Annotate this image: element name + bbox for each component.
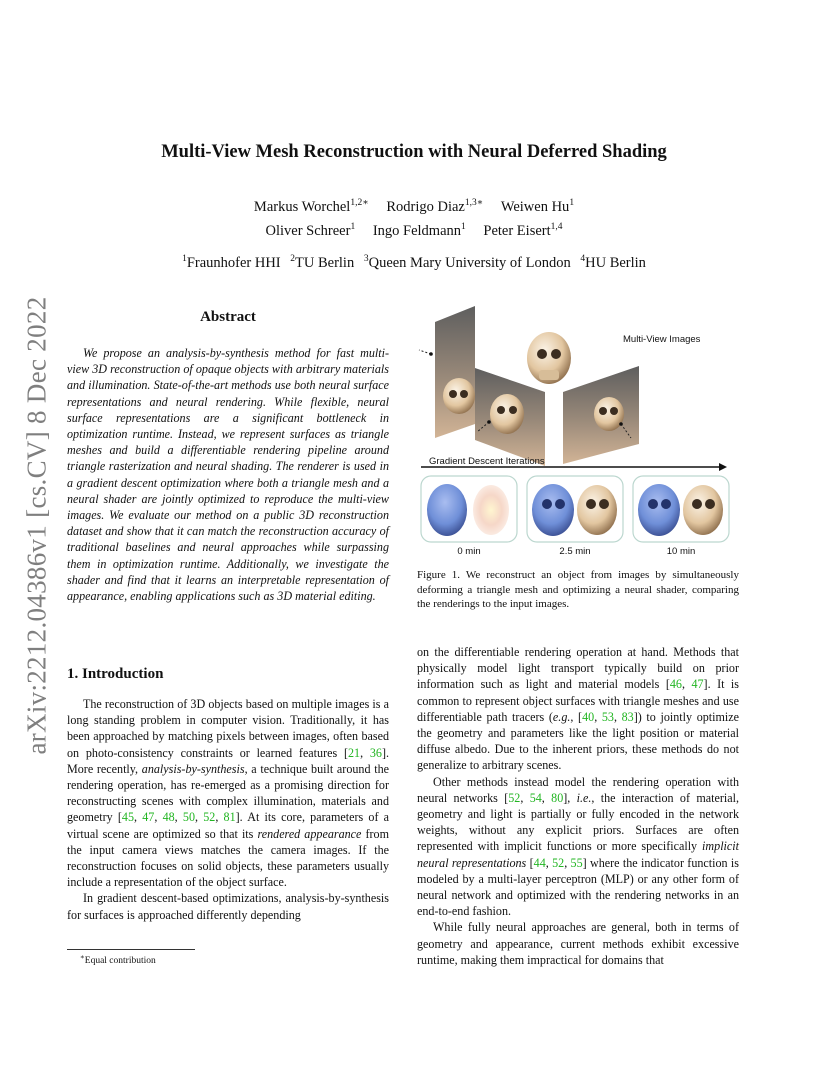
- affiliation: $^3$Queen Mary University of London: [363, 254, 571, 271]
- multi-view-images-label: Multi-View Images: [623, 334, 701, 345]
- citation-link[interactable]: 52: [552, 855, 565, 870]
- citation-link[interactable]: 52: [203, 810, 216, 825]
- author: Markus Worchel$^{1,2∗}$: [253, 198, 369, 215]
- paper-title: Multi-View Mesh Reconstruction with Neural Deferred Shading: [161, 142, 667, 162]
- introduction-heading: 1. Introduction: [67, 666, 164, 682]
- author-row-2: [0, 222, 828, 240]
- citation-link[interactable]: 40: [582, 709, 595, 724]
- paragraph: In gradient descent-based optimizations, analysis-by-synthesis for surfaces is approached differently depending: [67, 891, 389, 922]
- center-skull: [527, 332, 571, 384]
- paragraph: on the differentiable rendering operation at hand. Methods that physically model light transport typically build on prior information such as light and material models [46, 47]. It is common to represent object surfaces with triangle meshes and use differentiable path tracers (e.g., [40, 53, 83]) to jointly optimize the geometry and parameters like the light position or material diffuse albedo. Due to the inherent priors, these methods do not generalize to arbitrary scenes.: [417, 645, 740, 773]
- view-panel-right: [563, 366, 639, 464]
- citation-link[interactable]: 80: [551, 790, 564, 805]
- citation-link[interactable]: 54: [529, 790, 542, 805]
- paragraph: While fully neural approaches are general, both in terms of geometry and appearance, current methods exhibit excessive runtime, making them impractical for domains that: [417, 920, 739, 967]
- introduction-right-column: [417, 644, 739, 968]
- affiliation: $^4$HU Berlin: [580, 254, 646, 271]
- citation-link[interactable]: 52: [508, 790, 521, 805]
- emphasis: rendered appearance: [257, 826, 362, 841]
- arxiv-identifier: arXiv:2212.04386v1 [cs.CV] 8 Dec 2022: [21, 295, 52, 755]
- citation-link[interactable]: 36: [369, 745, 382, 760]
- figure-1: [417, 306, 739, 562]
- citation-link[interactable]: 55: [570, 855, 583, 870]
- citation-link[interactable]: 47: [691, 677, 704, 692]
- timepoint-label: 0 min: [457, 546, 481, 557]
- citation-link[interactable]: 48: [162, 810, 175, 825]
- timepoint-label: 2.5 min: [559, 546, 591, 557]
- teaser-illustration: [417, 306, 739, 562]
- citation-link[interactable]: 46: [669, 677, 682, 692]
- affiliation: $^2$TU Berlin: [290, 254, 355, 271]
- progress-panel-2: [633, 476, 729, 542]
- gradient-descent-label: Gradient Descent Iterations: [429, 456, 545, 467]
- citation-link[interactable]: 45: [121, 810, 134, 825]
- introduction-left-column: [67, 696, 389, 923]
- author: Ingo Feldmann$^1$: [372, 222, 466, 239]
- paragraph: Other methods instead model the rendering operation with neural networks [52, 54, 80], i.e., the interaction of material, geometry and light is partially or fully encoded in the network weights, without any explicit priors. Surfaces are often represented with implicit functions or more specifically implicit neural representations [44, 52, 55] where the indicator function is modeled by a multi-layer perceptron (MLP) or any other form of neural network and optimized with the rendering networks in an end-to-end fashion.: [417, 774, 740, 919]
- affiliations: [0, 254, 828, 272]
- emphasis: e.g.: [552, 709, 571, 724]
- figure-caption: Figure 1. We reconstruct an object from images by simultaneously deforming a triangle mesh and optimizing a neural shader, comparing the renderings to the input images.: [417, 569, 739, 611]
- affiliation: $^1$Fraunhofer HHI: [182, 254, 281, 271]
- emphasis: implicit neural representations: [417, 839, 739, 870]
- footnote: ∗Equal contribution: [80, 953, 156, 967]
- citation-link[interactable]: 21: [347, 745, 361, 760]
- citation-link[interactable]: 50: [182, 810, 195, 825]
- citation-link[interactable]: 81: [223, 810, 236, 825]
- citation-link[interactable]: 53: [601, 709, 614, 724]
- citation-link[interactable]: 44: [533, 855, 546, 870]
- author: Peter Eisert$^{1,4}$: [483, 222, 563, 239]
- view-panel-left: [419, 306, 475, 438]
- arrow-head-icon: [719, 463, 727, 471]
- abstract-text: We propose an analysis-by-synthesis method for fast multi-view 3D reconstruction of opaque objects with arbitrary materials and illumination. State-of-the-art methods use both neural surface representations and neural rendering. While flexible, neural surface representations are a significant bottleneck in optimization runtime. Instead, we represent surfaces as triangle meshes and build a differentiable rendering pipeline around triangle rasterization and neural shading. The renderer is used in a gradient descent optimization where both a triangle mesh and a neural shader are jointly optimized to reproduce the multi-view images. We evaluate our method on a public 3D reconstruction dataset and show that it can match the reconstruction accuracy of traditional baselines and neural approaches while surpassing them in optimization runtime. Additionally, we investigate the shader and find that it learns an interpretable representation of appearance, enabling applications such as 3D material editing.: [67, 346, 389, 604]
- author: Weiwen Hu$^1$: [500, 198, 575, 215]
- emphasis: analysis-by-synthesis: [141, 761, 245, 776]
- progress-panel-0: [421, 476, 517, 542]
- author: Rodrigo Diaz$^{1,3∗}$: [386, 198, 484, 215]
- footnote-rule: [67, 949, 195, 950]
- citation-link[interactable]: 83: [621, 709, 634, 724]
- citation-link[interactable]: 47: [142, 810, 155, 825]
- view-panel-bottom: [475, 368, 545, 466]
- timepoint-label: 10 min: [666, 546, 696, 557]
- author-row-1: [0, 197, 828, 216]
- author: Oliver Schreer$^1$: [265, 222, 356, 239]
- paragraph: The reconstruction of 3D objects based on multiple images is a long standing problem in computer vision. Traditionally, it has been approached by matching pixels between images, often based on photo-consistency constraints or learned features [21, 36]. More recently, analysis-by-synthesis, a technique built around the rendering operation, has re-emerged as a promising direction for reconstructing scenes with complex illumination, materials and geometry [45, 47, 48, 50, 52, 81]. At its core, parameters of a virtual scene are optimized so that its rendered appearance from the input camera views matches the camera images. If the reconstruction focuses on solid objects, these parameters usually include a representation of the object surface.: [67, 697, 390, 890]
- progress-panel-1: [527, 476, 623, 542]
- emphasis: i.e.: [576, 790, 592, 805]
- abstract-heading: Abstract: [200, 309, 256, 325]
